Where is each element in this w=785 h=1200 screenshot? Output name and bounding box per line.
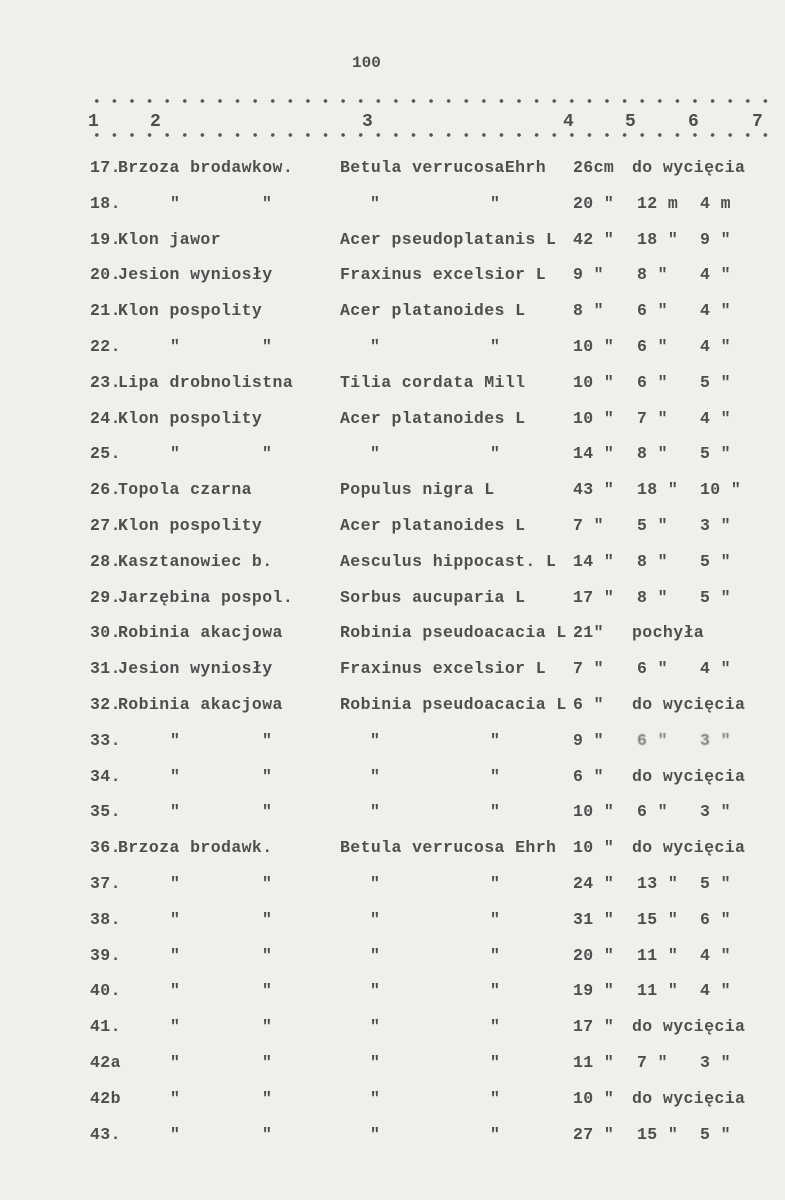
height: 6 " — [637, 372, 668, 392]
table-row — [0, 373, 785, 403]
ditto-mark: " — [170, 874, 181, 893]
table-row — [0, 910, 785, 940]
diameter: 43 " — [573, 480, 615, 500]
ditto-mark: " — [370, 909, 381, 929]
height: 7 " — [637, 1053, 668, 1072]
ditto-mark: " — [370, 1124, 381, 1144]
table-row — [0, 659, 785, 689]
diameter: 10 " — [573, 337, 615, 356]
crown-width: 4 " — [700, 981, 731, 1001]
polish-name: Klon pospolity — [118, 516, 263, 535]
table-row — [0, 1017, 785, 1047]
ditto-mark: " — [262, 1124, 273, 1144]
diameter: 26cm — [573, 158, 615, 177]
polish-name: Klon jawor — [118, 229, 222, 249]
height: 13 " — [637, 874, 679, 893]
ditto-mark: " — [170, 444, 181, 464]
latin-name: Betula verrucosaEhrh — [340, 158, 547, 177]
crown-width: 4 " — [700, 408, 731, 428]
diameter: 21" — [573, 623, 604, 643]
crown-width: 5 " — [700, 444, 731, 464]
column-number-2: 2 — [150, 112, 161, 132]
table-row — [0, 623, 785, 653]
diameter: 14 " — [573, 444, 615, 464]
row-number: 24. — [90, 408, 121, 428]
ditto-mark: " — [490, 909, 501, 929]
remark: do wycięcia — [632, 695, 746, 714]
ditto-mark: " — [370, 337, 381, 356]
ditto-mark: " — [170, 802, 181, 822]
table-row — [0, 981, 785, 1011]
ditto-mark: " — [170, 1017, 181, 1037]
table-row — [0, 731, 785, 761]
height: 6 " — [637, 730, 668, 750]
diameter: 17 " — [573, 587, 615, 607]
table-row — [0, 802, 785, 832]
height: 6 " — [637, 337, 668, 356]
row-number: 29. — [90, 587, 121, 607]
row-number: 41. — [90, 1017, 121, 1037]
column-number-6: 6 — [688, 112, 699, 132]
latin-name: Tilia cordata Mill — [340, 372, 526, 392]
remark: do wycięcia — [632, 1017, 746, 1037]
diameter: 20 " — [573, 945, 615, 965]
table-row — [0, 588, 785, 618]
height: 7 " — [637, 408, 668, 428]
crown-width: 9 " — [700, 229, 731, 249]
row-number: 36. — [90, 838, 121, 858]
row-number: 28. — [90, 551, 121, 571]
crown-width: 5 " — [700, 551, 731, 571]
polish-name: Kasztanowiec b. — [118, 551, 273, 571]
dotted-rule-bottom — [88, 132, 774, 138]
row-number: 39. — [90, 945, 121, 965]
table-row — [0, 516, 785, 546]
latin-name: Acer platanoides L — [340, 301, 526, 321]
row-number: 27. — [90, 516, 121, 535]
latin-name: Populus nigra L — [340, 480, 495, 500]
latin-name: Acer pseudoplatanis L — [340, 229, 557, 249]
table-row — [0, 695, 785, 725]
ditto-mark: " — [170, 766, 181, 786]
diameter: 20 " — [573, 193, 615, 213]
row-number: 26. — [90, 480, 121, 500]
ditto-mark: " — [490, 193, 501, 213]
height: 15 " — [637, 909, 679, 929]
row-number: 32. — [90, 695, 121, 714]
ditto-mark: " — [370, 444, 381, 464]
table-row — [0, 838, 785, 868]
row-number: 43. — [90, 1124, 121, 1144]
latin-name: Robinia pseudoacacia L — [340, 623, 567, 643]
diameter: 11 " — [573, 1053, 615, 1072]
ditto-mark: " — [262, 945, 273, 965]
row-number: 25. — [90, 444, 121, 464]
ditto-mark: " — [490, 802, 501, 822]
polish-name: Robinia akacjowa — [118, 623, 283, 643]
table-row — [0, 194, 785, 224]
crown-width: 4 " — [700, 945, 731, 965]
table-row — [0, 1089, 785, 1119]
ditto-mark: " — [490, 444, 501, 464]
polish-name: Jesion wyniosły — [118, 659, 273, 679]
column-number-1: 1 — [88, 112, 99, 132]
table-row — [0, 1053, 785, 1083]
height: 8 " — [637, 551, 668, 571]
height: 6 " — [637, 802, 668, 822]
diameter: 10 " — [573, 802, 615, 822]
table-row — [0, 301, 785, 331]
ditto-mark: " — [490, 874, 501, 893]
polish-name: Brzoza brodawkow. — [118, 158, 294, 177]
remark: do wycięcia — [632, 766, 746, 786]
polish-name: Brzoza brodawk. — [118, 838, 273, 858]
ditto-mark: " — [490, 766, 501, 786]
crown-width: 5 " — [700, 372, 731, 392]
crown-width: 10 " — [700, 480, 742, 500]
crown-width: 4 " — [700, 659, 731, 679]
height: 6 " — [637, 301, 668, 321]
height: 8 " — [637, 265, 668, 285]
crown-width: 4 " — [700, 301, 731, 321]
page-number: 100 — [352, 54, 381, 72]
crown-width: 4 " — [700, 337, 731, 356]
ditto-mark: " — [490, 945, 501, 965]
column-number-7: 7 — [752, 112, 763, 132]
height: 8 " — [637, 587, 668, 607]
ditto-mark: " — [170, 945, 181, 965]
ditto-mark: " — [170, 1088, 181, 1108]
polish-name: Jesion wyniosły — [118, 265, 273, 285]
ditto-mark: " — [262, 337, 273, 356]
polish-name: Jarzębina pospol. — [118, 587, 294, 607]
ditto-mark: " — [262, 802, 273, 822]
row-number: 37. — [90, 874, 121, 893]
height: 8 " — [637, 444, 668, 464]
ditto-mark: " — [170, 1124, 181, 1144]
remark: pochyła — [632, 623, 705, 643]
ditto-mark: " — [370, 802, 381, 822]
ditto-mark: " — [170, 909, 181, 929]
latin-name: Acer platanoides L — [340, 516, 526, 535]
ditto-mark: " — [370, 874, 381, 893]
diameter: 27 " — [573, 1124, 615, 1144]
polish-name: Topola czarna — [118, 480, 252, 500]
remark: do wycięcia — [632, 158, 746, 177]
diameter: 6 " — [573, 695, 604, 714]
height: 11 " — [637, 981, 679, 1001]
row-number: 22. — [90, 337, 121, 356]
ditto-mark: " — [490, 1088, 501, 1108]
column-number-5: 5 — [625, 112, 636, 132]
row-number: 31. — [90, 659, 121, 679]
ditto-mark: " — [490, 1124, 501, 1144]
diameter: 10 " — [573, 372, 615, 392]
row-number: 21. — [90, 301, 121, 321]
ditto-mark: " — [370, 1088, 381, 1108]
diameter: 9 " — [573, 265, 604, 285]
ditto-mark: " — [262, 981, 273, 1001]
row-number: 20. — [90, 265, 121, 285]
crown-width: 5 " — [700, 1124, 731, 1144]
height: 12 m — [637, 193, 679, 213]
crown-width: 4 m — [700, 193, 731, 213]
crown-width: 3 " — [700, 802, 731, 822]
diameter: 24 " — [573, 874, 615, 893]
ditto-mark: " — [262, 444, 273, 464]
ditto-mark: " — [490, 981, 501, 1001]
polish-name: Klon pospolity — [118, 301, 263, 321]
crown-width: 3 " — [700, 730, 731, 750]
diameter: 10 " — [573, 1088, 615, 1108]
ditto-mark: " — [170, 981, 181, 1001]
ditto-mark: " — [170, 337, 181, 356]
height: 18 " — [637, 480, 679, 500]
ditto-mark: " — [370, 730, 381, 750]
latin-name: Sorbus aucuparia L — [340, 587, 526, 607]
ditto-mark: " — [262, 874, 273, 893]
crown-width: 5 " — [700, 587, 731, 607]
column-number-3: 3 — [362, 112, 373, 132]
dotted-rule-top — [88, 98, 774, 104]
ditto-mark: " — [490, 730, 501, 750]
table-row — [0, 874, 785, 904]
ditto-mark: " — [370, 1053, 381, 1072]
diameter: 42 " — [573, 229, 615, 249]
ditto-mark: " — [170, 730, 181, 750]
ditto-mark: " — [490, 1017, 501, 1037]
table-row — [0, 158, 785, 188]
diameter: 19 " — [573, 981, 615, 1001]
row-number: 35. — [90, 802, 121, 822]
diameter: 7 " — [573, 659, 604, 679]
height: 6 " — [637, 659, 668, 679]
table-row — [0, 409, 785, 439]
ditto-mark: " — [370, 193, 381, 213]
ditto-mark: " — [262, 1088, 273, 1108]
diameter: 7 " — [573, 516, 604, 535]
row-number: 33. — [90, 730, 121, 750]
row-number: 42b — [90, 1088, 121, 1108]
ditto-mark: " — [262, 1053, 273, 1072]
row-number: 30. — [90, 623, 121, 643]
ditto-mark: " — [262, 909, 273, 929]
polish-name: Klon pospolity — [118, 408, 263, 428]
table-row — [0, 480, 785, 510]
ditto-mark: " — [262, 1017, 273, 1037]
diameter: 6 " — [573, 766, 604, 786]
table-row — [0, 337, 785, 367]
column-number-4: 4 — [563, 112, 574, 132]
height: 15 " — [637, 1124, 679, 1144]
ditto-mark: " — [490, 337, 501, 356]
row-number: 18. — [90, 193, 121, 213]
table-row — [0, 946, 785, 976]
diameter: 10 " — [573, 408, 615, 428]
row-number: 42a — [90, 1053, 121, 1072]
ditto-mark: " — [262, 193, 273, 213]
diameter: 31 " — [573, 909, 615, 929]
ditto-mark: " — [370, 945, 381, 965]
latin-name: Aesculus hippocast. L — [340, 551, 557, 571]
row-number: 38. — [90, 909, 121, 929]
remark: do wycięcia — [632, 1088, 746, 1108]
table-row — [0, 767, 785, 797]
latin-name: Fraxinus excelsior L — [340, 265, 547, 285]
row-number: 17. — [90, 158, 121, 177]
height: 18 " — [637, 229, 679, 249]
polish-name: Robinia akacjowa — [118, 695, 283, 714]
crown-width: 5 " — [700, 874, 731, 893]
crown-width: 3 " — [700, 516, 731, 535]
table-row — [0, 552, 785, 582]
ditto-mark: " — [370, 981, 381, 1001]
ditto-mark: " — [262, 766, 273, 786]
ditto-mark: " — [170, 1053, 181, 1072]
table-row — [0, 265, 785, 295]
row-number: 34. — [90, 766, 121, 786]
ditto-mark: " — [170, 193, 181, 213]
latin-name: Robinia pseudoacacia L — [340, 695, 567, 714]
height: 11 " — [637, 945, 679, 965]
diameter: 9 " — [573, 730, 604, 750]
ditto-mark: " — [262, 730, 273, 750]
latin-name: Acer platanoides L — [340, 408, 526, 428]
latin-name: Betula verrucosa Ehrh — [340, 838, 557, 858]
row-number: 40. — [90, 981, 121, 1001]
diameter: 14 " — [573, 551, 615, 571]
crown-width: 3 " — [700, 1053, 731, 1072]
latin-name: Fraxinus excelsior L — [340, 659, 547, 679]
remark: do wycięcia — [632, 838, 746, 858]
row-number: 19. — [90, 229, 121, 249]
height: 5 " — [637, 516, 668, 535]
crown-width: 4 " — [700, 265, 731, 285]
polish-name: Lipa drobnolistna — [118, 372, 294, 392]
table-row — [0, 444, 785, 474]
ditto-mark: " — [370, 766, 381, 786]
table-row — [0, 230, 785, 260]
crown-width: 6 " — [700, 909, 731, 929]
table-row — [0, 1125, 785, 1155]
diameter: 17 " — [573, 1017, 615, 1037]
diameter: 8 " — [573, 301, 604, 321]
row-number: 23. — [90, 372, 121, 392]
ditto-mark: " — [490, 1053, 501, 1072]
diameter: 10 " — [573, 838, 615, 858]
ditto-mark: " — [370, 1017, 381, 1037]
